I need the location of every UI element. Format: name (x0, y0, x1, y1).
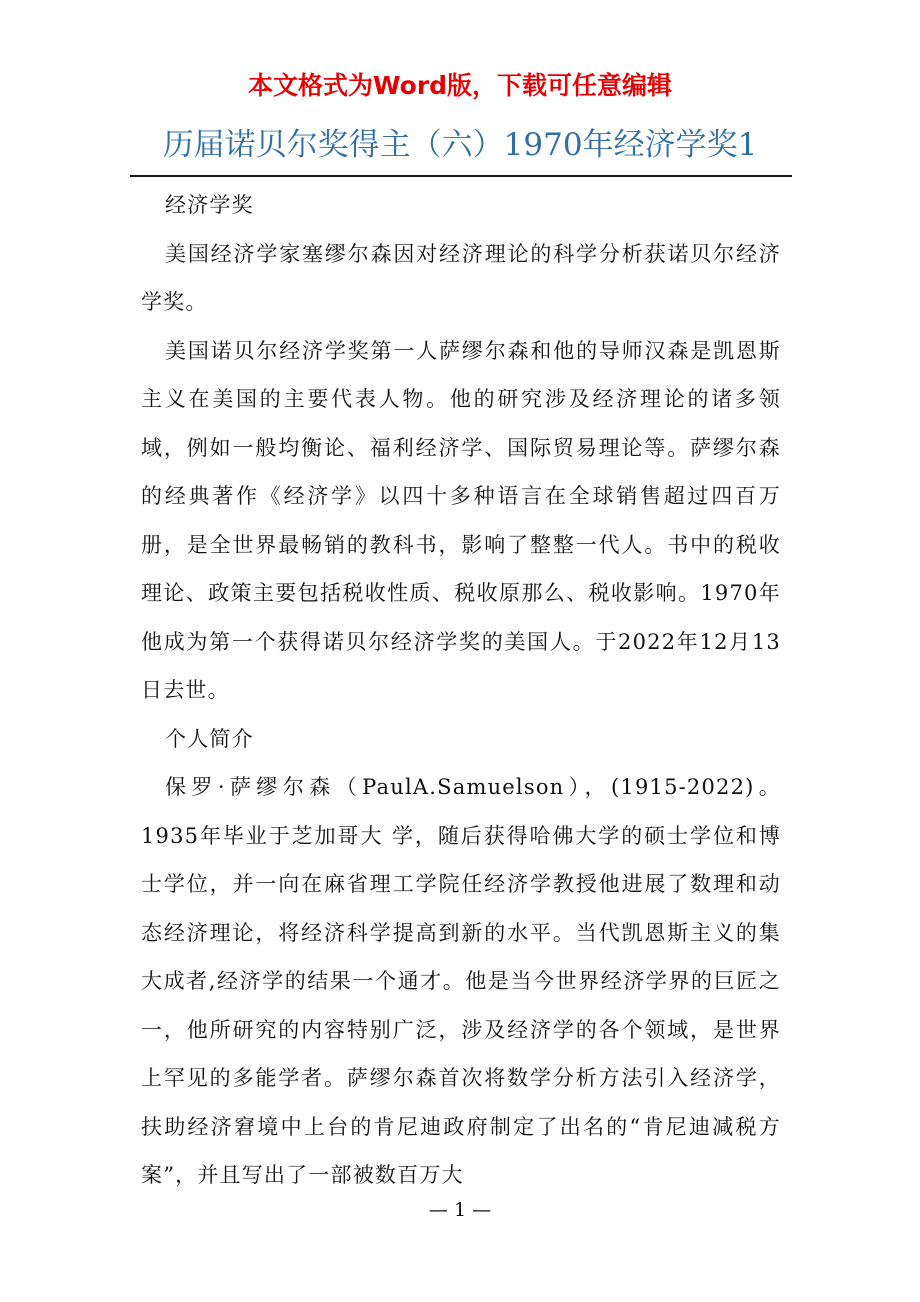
document-title: 历届诺贝尔奖得主（六）1970年经济学奖1 (162, 127, 758, 163)
section-heading-economics: 经济学奖 (165, 193, 254, 217)
document-body (141, 181, 781, 1200)
download-notice: 本文格式为Word版，下载可任意编辑 (247, 71, 673, 100)
section-heading-profile: 个人简介 (165, 726, 254, 751)
paragraph-biography-overview: 美国诺贝尔经济学奖第一人萨缪尔森和他的导师汉森是凯恩斯主义在美国的主要代表人物。他的研究涉及经济理论的诸多领域，例如一般均衡论、福利经济学、国际贸易理论等。萨缪尔森的经典著作《经济学》以四十多种语言在全球销售超过四百万册，是全世界最畅销的教科书，影响了整整一代人。书中的税收理论、政策主要包括税收性质、税收原那么、税收影响。1970年他成为第一个获得诺贝尔经济学奖的美国人。于2022年12月13日去世。 (141, 338, 781, 702)
page-number: — 1 — (428, 1199, 492, 1221)
paragraph-award-summary: 美国经济学家塞缪尔森因对经济理论的科学分析获诺贝尔经济学奖。 (141, 241, 781, 314)
title-divider (130, 175, 792, 177)
paragraph-personal-profile: 保罗·萨缪尔森（PaulA.Samuelson），(1915-2022)。1935年毕业于芝加哥大 学，随后获得哈佛大学的硕士学位和博士学位，并一向在麻省理工学院任经济学教授他进展了数理和动态经济理论，将经济科学提高到新的水平。当代凯恩斯主义的集大成者,经济学的结果一个通才。他是当今世界经济学界的巨匠之一，他所研究的内容特别广泛，涉及经济学的各个领域，是世界上罕见的多能学者。萨缪尔森首次将数学分析方法引入经济学，扶助经济窘境中上台的肯尼迪政府制定了出名的“肯尼迪减税方案”，并且写出了一部被数百万大 (141, 775, 781, 1187)
